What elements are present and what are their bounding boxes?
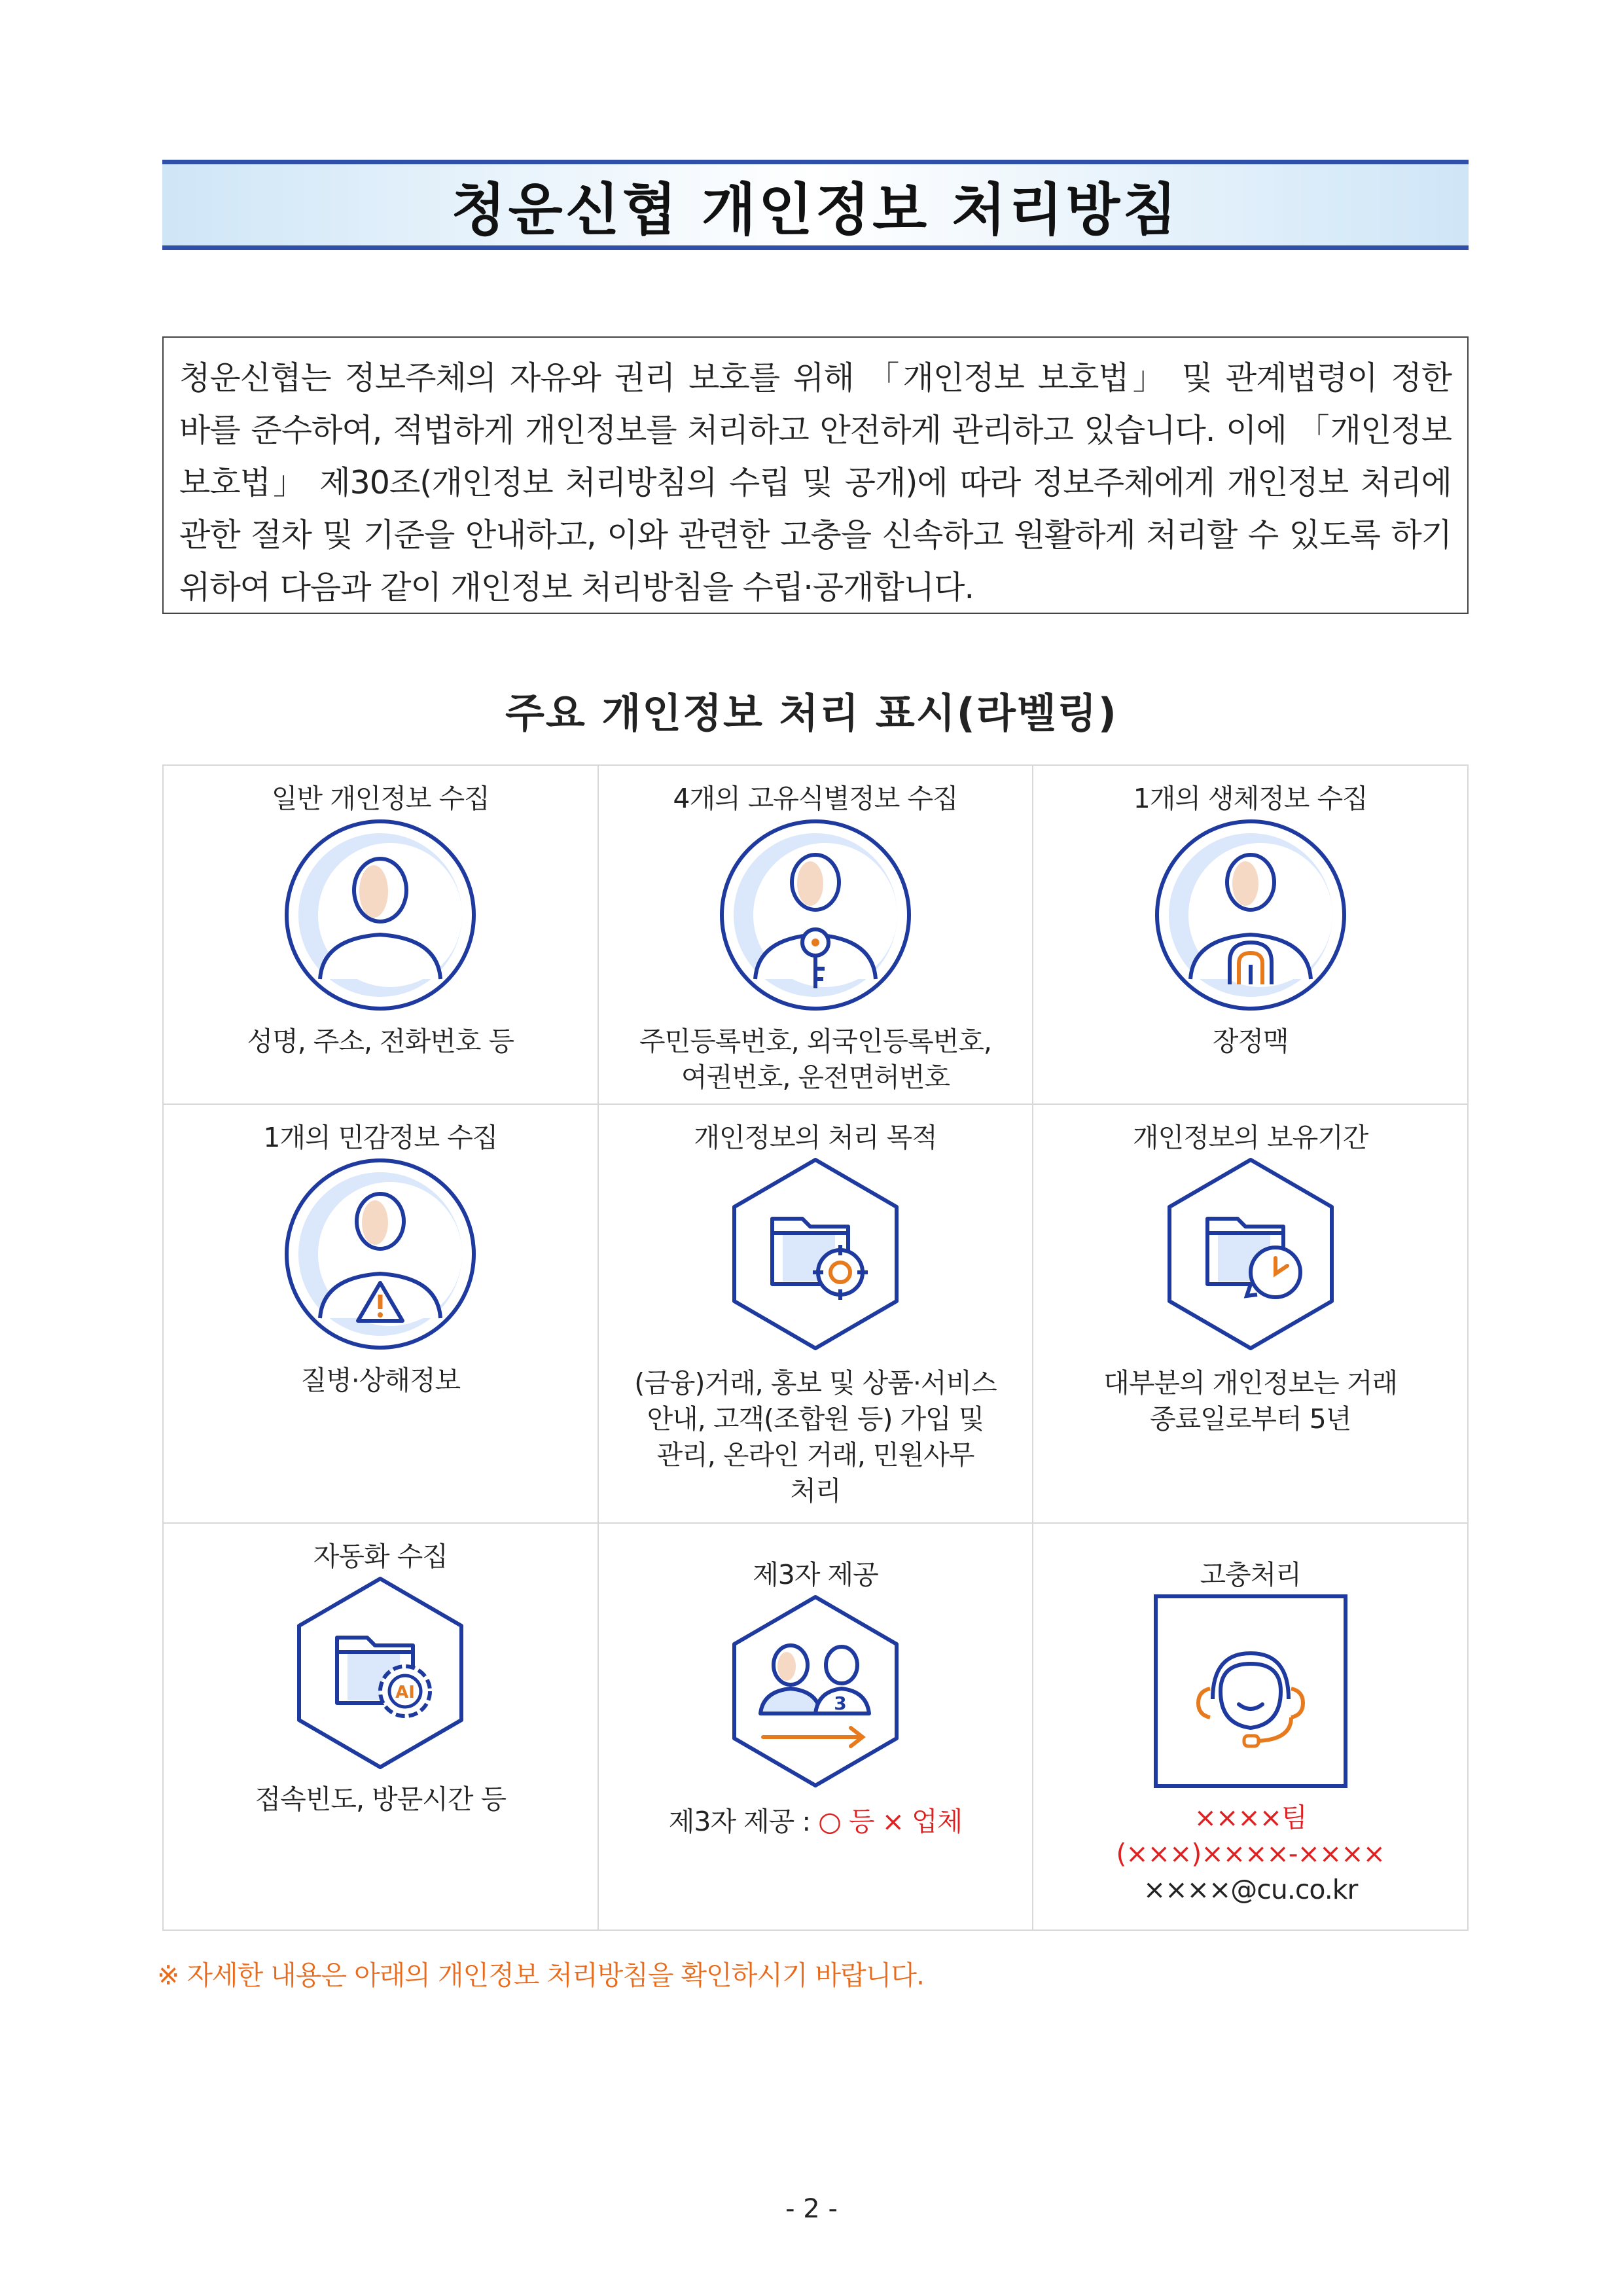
label-desc: 제3자 제공 : ○ 등 × 업체 (668, 1806, 963, 1837)
label-title: 1개의 생체정보 수집 (1133, 783, 1368, 814)
label-title: 개인정보의 보유기간 (1132, 1122, 1368, 1153)
label-auto-collection (163, 1523, 598, 1930)
svg-text:3: 3 (834, 1693, 847, 1714)
label-desc: 성명, 주소, 전화번호 등 (247, 1026, 514, 1057)
label-grievance (1033, 1523, 1468, 1930)
label-purpose (598, 1104, 1033, 1523)
headset-icon (1152, 1593, 1349, 1789)
label-desc: ××××팀 (×××)××××-×××× ××××@cu.co.kr (1116, 1802, 1385, 1905)
label-unique-id-info (598, 765, 1033, 1104)
label-desc: 질병·상해정보 (300, 1365, 461, 1396)
folder-clock-icon (1152, 1156, 1349, 1352)
person-fingerprint-icon (1152, 817, 1349, 1013)
label-title: 자동화 수집 (313, 1541, 448, 1572)
label-general-info (163, 765, 598, 1104)
label-grid (162, 764, 1469, 1931)
label-desc: 장정맥 (1212, 1026, 1289, 1057)
label-sensitive-info (163, 1104, 598, 1523)
label-biometric-info (1033, 765, 1468, 1104)
label-desc: 대부분의 개인정보는 거래 종료일로부터 5년 (1103, 1367, 1398, 1435)
third-party-icon (717, 1593, 914, 1789)
label-title: 제3자 제공 (753, 1559, 878, 1590)
intro-paragraph: 청운신협는 정보주체의 자유와 권리 보호를 위해 「개인정보 보호법」 및 관계법령이 정한 바를 준수하여, 적법하게 개인정보를 처리하고 안전하게 관리하고 있습니다. 이에 「개인정보 보호법」 제30조(개인정보 처리방침의 수립 및 공개)에 따라 정보주체에게 개인정보 처리에 관한 절차 및 기준을 안내하고, 이와 관련한 고충을 신속하고 원활하게 처리할 수 있도록 하기 위하여 다음과 같이 개인정보 처리방침을 수립·공개합니다. (162, 336, 1469, 614)
page-number: - 2 - (785, 2194, 838, 2224)
folder-target-icon (717, 1156, 914, 1352)
label-title: 4개의 고유식별정보 수집 (673, 783, 958, 814)
label-desc: 접속빈도, 방문시간 등 (255, 1784, 507, 1815)
label-title: 1개의 민감정보 수집 (263, 1122, 498, 1153)
folder-ai-gear-icon (282, 1575, 478, 1771)
section-subtitle: 주요 개인정보 처리 표시(라벨링) (505, 689, 1118, 737)
label-desc: 주민등록번호, 외국인등록번호, 여권번호, 운전면허번호 (639, 1026, 991, 1093)
page-title: 청운신협 개인정보 처리방침 (451, 177, 1180, 243)
svg-text:AI: AI (395, 1683, 416, 1702)
label-title: 고충처리 (1200, 1559, 1301, 1590)
label-retention (1033, 1104, 1468, 1523)
label-desc: (금융)거래, 홍보 및 상품·서비스 안내, 고객(조합원 등) 가입 및 관리, 온라인 거래, 민원사무 처리 (634, 1367, 997, 1507)
label-title: 일반 개인정보 수집 (271, 783, 490, 814)
title-banner (162, 160, 1469, 250)
person-warning-icon (282, 1156, 478, 1352)
footnote: ※ 자세한 내용은 아래의 개인정보 처리방침을 확인하시기 바랍니다. (157, 1960, 924, 1991)
label-third-party (598, 1523, 1033, 1930)
person-key-icon (717, 817, 914, 1013)
person-icon (282, 817, 478, 1013)
label-title: 개인정보의 처리 목적 (694, 1122, 937, 1153)
